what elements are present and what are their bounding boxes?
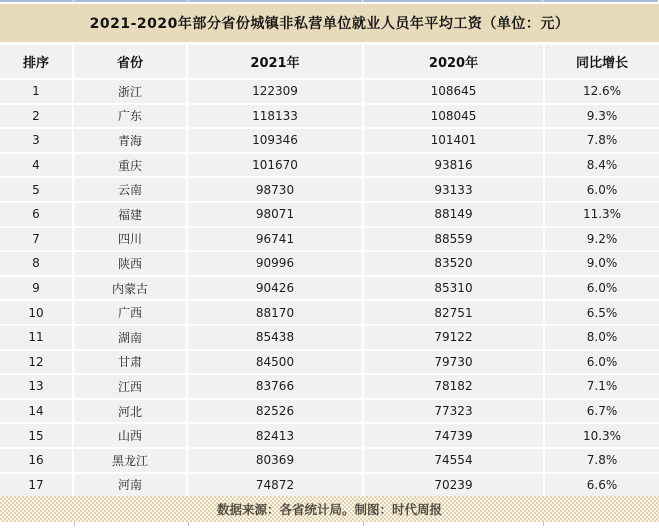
rank-cell: 12 <box>0 351 72 374</box>
rank-cell: 15 <box>0 424 72 447</box>
column-tick <box>543 522 544 526</box>
rank-cell: 5 <box>0 178 72 201</box>
value-2020-cell: 74739 <box>364 424 543 447</box>
rank-cell: 1 <box>0 80 72 103</box>
value-2020-cell: 70239 <box>364 474 543 497</box>
value-2021-cell: 90426 <box>188 277 362 300</box>
page-title: 2021-2020年部分省份城镇非私营单位就业人员年平均工资（单位：元） <box>89 16 570 32</box>
growth-cell: 11.3% <box>545 203 659 226</box>
value-2021-cell: 82526 <box>188 400 362 423</box>
growth-cell: 9.3% <box>545 105 659 128</box>
rank-cell: 9 <box>0 277 72 300</box>
growth-cell: 9.0% <box>545 252 659 275</box>
growth-cell: 6.7% <box>545 400 659 423</box>
column-tick <box>188 522 189 526</box>
rank-cell: 6 <box>0 203 72 226</box>
province-cell: 山西 <box>74 424 186 447</box>
province-cell: 江西 <box>74 375 186 398</box>
data-source-credit: 数据来源：各省统计局。制图：时代周报 <box>216 502 442 518</box>
rank-cell: 14 <box>0 400 72 423</box>
rank-cell: 2 <box>0 105 72 128</box>
value-2020-cell: 108045 <box>364 105 543 128</box>
rank-cell: 4 <box>0 154 72 177</box>
rank-cell: 16 <box>0 449 72 472</box>
province-cell: 内蒙古 <box>74 277 186 300</box>
top-border-segment <box>188 0 362 2</box>
value-2020-cell: 101401 <box>364 129 543 152</box>
value-2021-cell: 82413 <box>188 424 362 447</box>
province-cell: 云南 <box>74 178 186 201</box>
top-border-segment <box>0 0 73 2</box>
province-cell: 广西 <box>74 301 186 324</box>
value-2020-cell: 93816 <box>364 154 543 177</box>
value-2020-cell: 74554 <box>364 449 543 472</box>
province-cell: 四川 <box>74 228 186 251</box>
value-2020-cell: 83520 <box>364 252 543 275</box>
top-border-segment <box>543 0 658 2</box>
column-header: 排序 <box>0 45 72 78</box>
province-cell: 广东 <box>74 105 186 128</box>
province-cell: 青海 <box>74 129 186 152</box>
value-2021-cell: 88170 <box>188 301 362 324</box>
value-2020-cell: 78182 <box>364 375 543 398</box>
growth-cell: 12.6% <box>545 80 659 103</box>
rank-cell: 13 <box>0 375 72 398</box>
column-tick <box>363 522 364 526</box>
province-cell: 福建 <box>74 203 186 226</box>
value-2021-cell: 74872 <box>188 474 362 497</box>
growth-cell: 6.0% <box>545 178 659 201</box>
value-2021-cell: 118133 <box>188 105 362 128</box>
growth-cell: 10.3% <box>545 424 659 447</box>
rank-cell: 7 <box>0 228 72 251</box>
province-cell: 黑龙江 <box>74 449 186 472</box>
rank-cell: 11 <box>0 326 72 349</box>
value-2021-cell: 80369 <box>188 449 362 472</box>
growth-cell: 7.8% <box>545 449 659 472</box>
value-2020-cell: 79122 <box>364 326 543 349</box>
column-header: 同比增长 <box>545 45 659 78</box>
province-cell: 陕西 <box>74 252 186 275</box>
rank-cell: 10 <box>0 301 72 324</box>
value-2020-cell: 93133 <box>364 178 543 201</box>
wage-table <box>0 45 659 496</box>
value-2021-cell: 85438 <box>188 326 362 349</box>
title-band <box>0 4 659 42</box>
value-2021-cell: 122309 <box>188 80 362 103</box>
value-2021-cell: 90996 <box>188 252 362 275</box>
column-header: 2020年 <box>364 45 543 78</box>
growth-cell: 6.6% <box>545 474 659 497</box>
value-2021-cell: 83766 <box>188 375 362 398</box>
value-2020-cell: 77323 <box>364 400 543 423</box>
growth-cell: 6.0% <box>545 351 659 374</box>
bottom-border-strip <box>0 522 659 527</box>
value-2021-cell: 96741 <box>188 228 362 251</box>
rank-cell: 3 <box>0 129 72 152</box>
growth-cell: 6.5% <box>545 301 659 324</box>
province-cell: 河南 <box>74 474 186 497</box>
growth-cell: 8.4% <box>545 154 659 177</box>
value-2020-cell: 79730 <box>364 351 543 374</box>
value-2020-cell: 82751 <box>364 301 543 324</box>
column-header: 2021年 <box>188 45 362 78</box>
top-border-segment <box>74 0 187 2</box>
province-cell: 河北 <box>74 400 186 423</box>
value-2020-cell: 88149 <box>364 203 543 226</box>
value-2021-cell: 98730 <box>188 178 362 201</box>
province-cell: 浙江 <box>74 80 186 103</box>
growth-cell: 9.2% <box>545 228 659 251</box>
column-header: 省份 <box>74 45 186 78</box>
value-2021-cell: 98071 <box>188 203 362 226</box>
rank-cell: 8 <box>0 252 72 275</box>
value-2021-cell: 109346 <box>188 129 362 152</box>
province-cell: 湖南 <box>74 326 186 349</box>
value-2021-cell: 101670 <box>188 154 362 177</box>
value-2020-cell: 108645 <box>364 80 543 103</box>
province-cell: 甘肃 <box>74 351 186 374</box>
value-2020-cell: 85310 <box>364 277 543 300</box>
column-tick <box>74 522 75 526</box>
growth-cell: 7.1% <box>545 375 659 398</box>
footer-band <box>0 496 659 522</box>
rank-cell: 17 <box>0 474 72 497</box>
value-2020-cell: 88559 <box>364 228 543 251</box>
top-border-segment <box>363 0 542 2</box>
growth-cell: 8.0% <box>545 326 659 349</box>
growth-cell: 6.0% <box>545 277 659 300</box>
province-cell: 重庆 <box>74 154 186 177</box>
value-2021-cell: 84500 <box>188 351 362 374</box>
growth-cell: 7.8% <box>545 129 659 152</box>
